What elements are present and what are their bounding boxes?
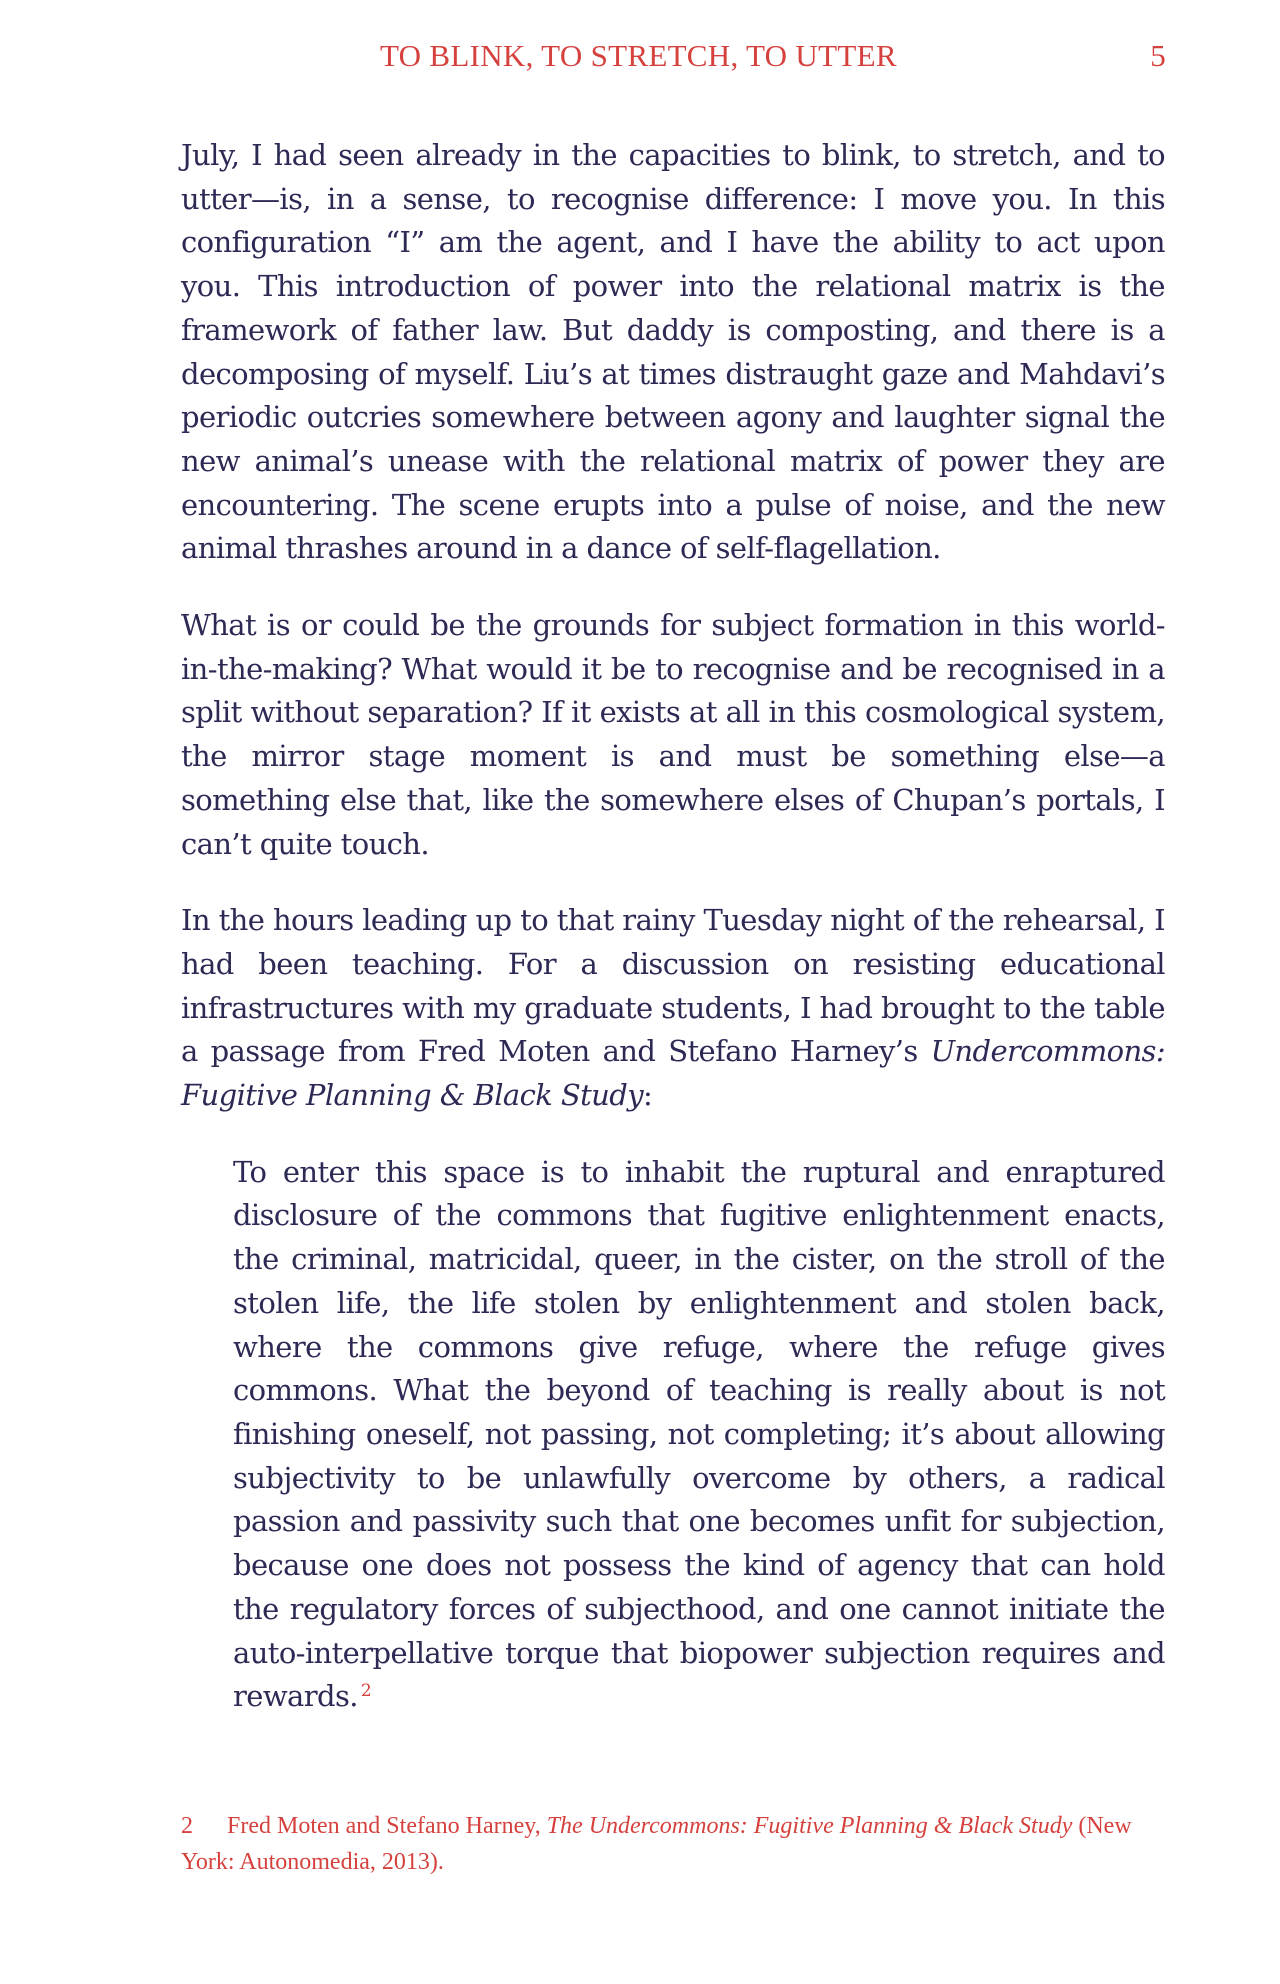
body-text (181, 134, 1165, 1719)
footnote-title-italic: The Undercommons: Fugitive Planning & Black Study (546, 1813, 1073, 1839)
book-title-italic: Undercommons: Fugitive Planning & Black Study (181, 1034, 1165, 1113)
block-quote (233, 1151, 1165, 1719)
paragraph-3 (181, 899, 1165, 1118)
paragraph-1: July, I had seen already in the capacities to blink, to stretch, and to utter—is, in a sense, to recognise difference: I move you. In this configuration “I” am the agent, and I have the ability to act upon you. This introduction of power into the relational matrix is the framework of father law. But daddy is composting, and there is a decomposing of myself. Liu’s at times distraught gaze and Mahdavi’s periodic outcries somewhere between agony and laughter signal the new animal’s unease with the relational matrix of power they are encountering. The scene erupts into a pulse of noise, and the new animal thrashes around in a dance of self-flagellation. (181, 138, 1165, 566)
footnote-reference[interactable]: 2 (360, 1680, 372, 1701)
running-head-title: TO BLINK, TO STRETCH, TO UTTER (380, 38, 897, 73)
page-number: 5 (1150, 38, 1166, 73)
footnote-publication: (New York: Autonomedia, 2013). (181, 1813, 1132, 1875)
block-quote-text: To enter this space is to inhabit the ruptural and enraptured disclosure of the commons that fugitive enlightenment enacts, the criminal, matricidal, queer, in the cister, on the stroll of the stolen life, the life stolen by enlightenment and stolen back, where the commons give refuge, where the refuge gives commons. What the beyond of teaching is really about is not finishing oneself, not passing, not completing; it’s about allowing subjectivity to be unlawfully overcome by others, a radical passion and passivity such that one becomes unfit for subjection, because one does not possess the kind of agency that can hold the regulatory forces of subjecthood, and one cannot initiate the auto-interpellative torque that biopower subjection requires and rewards. (233, 1154, 1165, 1714)
footnote (181, 1808, 1165, 1880)
paragraph-2: What is or could be the grounds for subject formation in this world-in-the-making? What would it be to recognise and be recognised in a split without separation? If it exists at all in this cosmological system, the mirror stage moment is and must be something else—a something else that, like the somewhere elses of Chupan’s portals, I can’t quite touch. (181, 608, 1165, 861)
running-head (0, 38, 1280, 82)
paragraph-3-text: In the hours leading up to that rainy Tuesday night of the rehearsal, I had been teaching. For a discussion on resisting educational infrastructures with my graduate students, I had brought to the table a passage from Fred Moten and Stefano Harney’s (181, 903, 1165, 1069)
footnote-number: 2 (181, 1813, 193, 1839)
paragraph-3-end: : (642, 1078, 653, 1113)
footnote-text: Fred Moten and Stefano Harney, (227, 1813, 547, 1839)
